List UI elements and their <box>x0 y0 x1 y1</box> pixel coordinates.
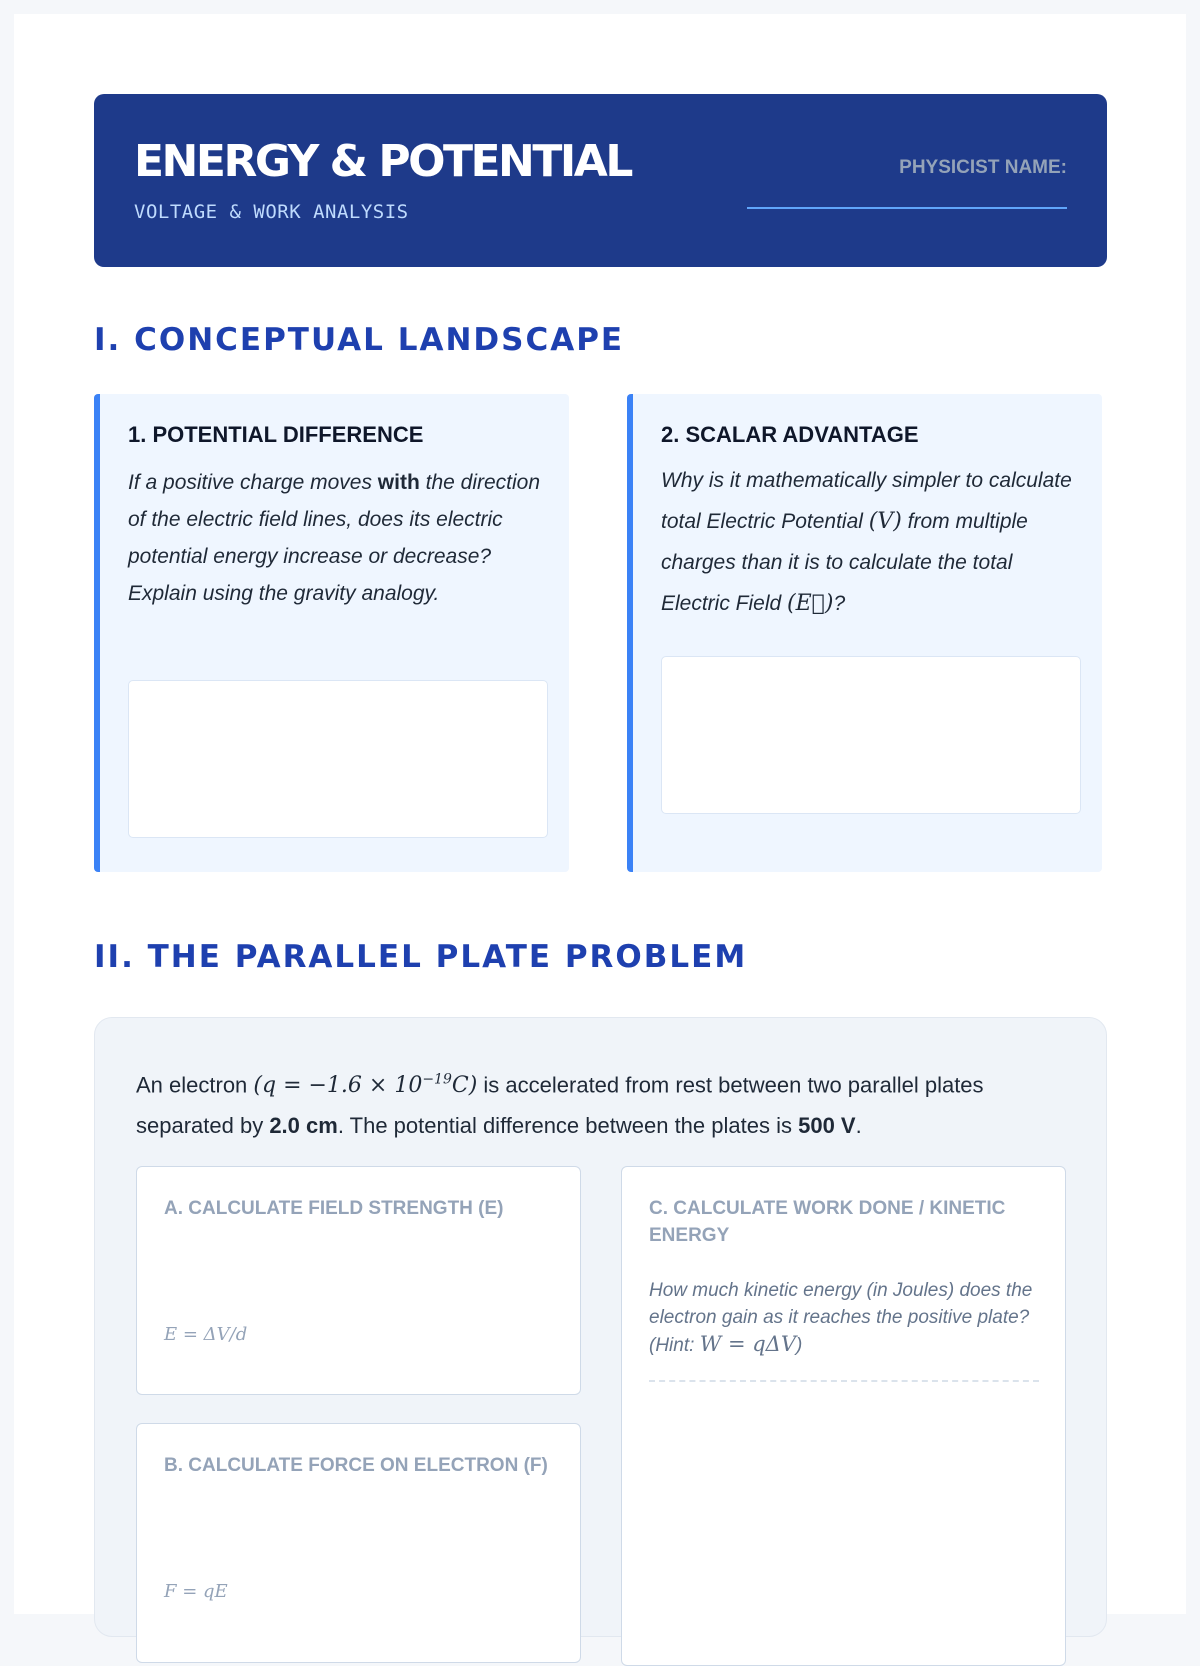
section-2-title: II. THE PARALLEL PLATE PROBLEM <box>94 939 748 975</box>
worksheet-subtitle: VOLTAGE & WORK ANALYSIS <box>134 201 409 223</box>
worksheet-page <box>14 14 1186 1614</box>
part-b-formula-hint: F = qE <box>164 1581 228 1602</box>
part-c-card[interactable] <box>621 1166 1066 1666</box>
part-c-question: How much kinetic energy (in Joules) does the electron gain as it reaches the positive plate? (Hint: W = qΔV) <box>649 1280 1033 1356</box>
card-heading: 2. SCALAR ADVANTAGE <box>661 422 919 447</box>
concept-card-scalar-advantage <box>627 394 1102 872</box>
physicist-name-label: PHYSICIST NAME: <box>899 157 1067 178</box>
part-b-heading: B. CALCULATE FORCE ON ELECTRON (F) <box>164 1455 548 1476</box>
answer-box-scalar-advantage[interactable] <box>661 656 1081 814</box>
part-b-card[interactable] <box>136 1423 581 1663</box>
card-question: Why is it mathematically simpler to calculate total Electric Potential (V) from multiple charges than it is to calculate the total Electric Field (E⃗)? <box>661 469 1072 616</box>
problem-panel <box>94 1017 1107 1637</box>
part-c-answer-line <box>649 1380 1039 1382</box>
part-a-formula-hint: E = ΔV/d <box>164 1324 248 1345</box>
worksheet-title: ENERGY & POTENTIAL <box>134 136 631 187</box>
problem-statement: An electron $(q = -1.6 \times 10^{-19}C)$ is accelerated from rest between two parallel plates separated by 2.0 cm. The potential difference between the plates is 500 V. <box>136 1072 984 1139</box>
section-1-title: I. CONCEPTUAL LANDSCAPE <box>94 322 625 358</box>
part-c-heading: C. CALCULATE WORK DONE / KINETIC ENERGY <box>649 1198 1006 1246</box>
answer-box-potential-difference[interactable] <box>128 680 548 838</box>
part-a-card[interactable] <box>136 1166 581 1395</box>
physicist-name-field[interactable] <box>747 207 1067 209</box>
concept-card-potential-difference <box>94 394 569 872</box>
part-a-heading: A. CALCULATE FIELD STRENGTH (E) <box>164 1198 504 1219</box>
worksheet-header <box>94 94 1107 267</box>
card-heading: 1. POTENTIAL DIFFERENCE <box>128 422 424 447</box>
card-question: If a positive charge moves with the direction of the electric field lines, does its electric potential energy increase or decrease? Explain using the gravity analogy. <box>128 471 541 605</box>
